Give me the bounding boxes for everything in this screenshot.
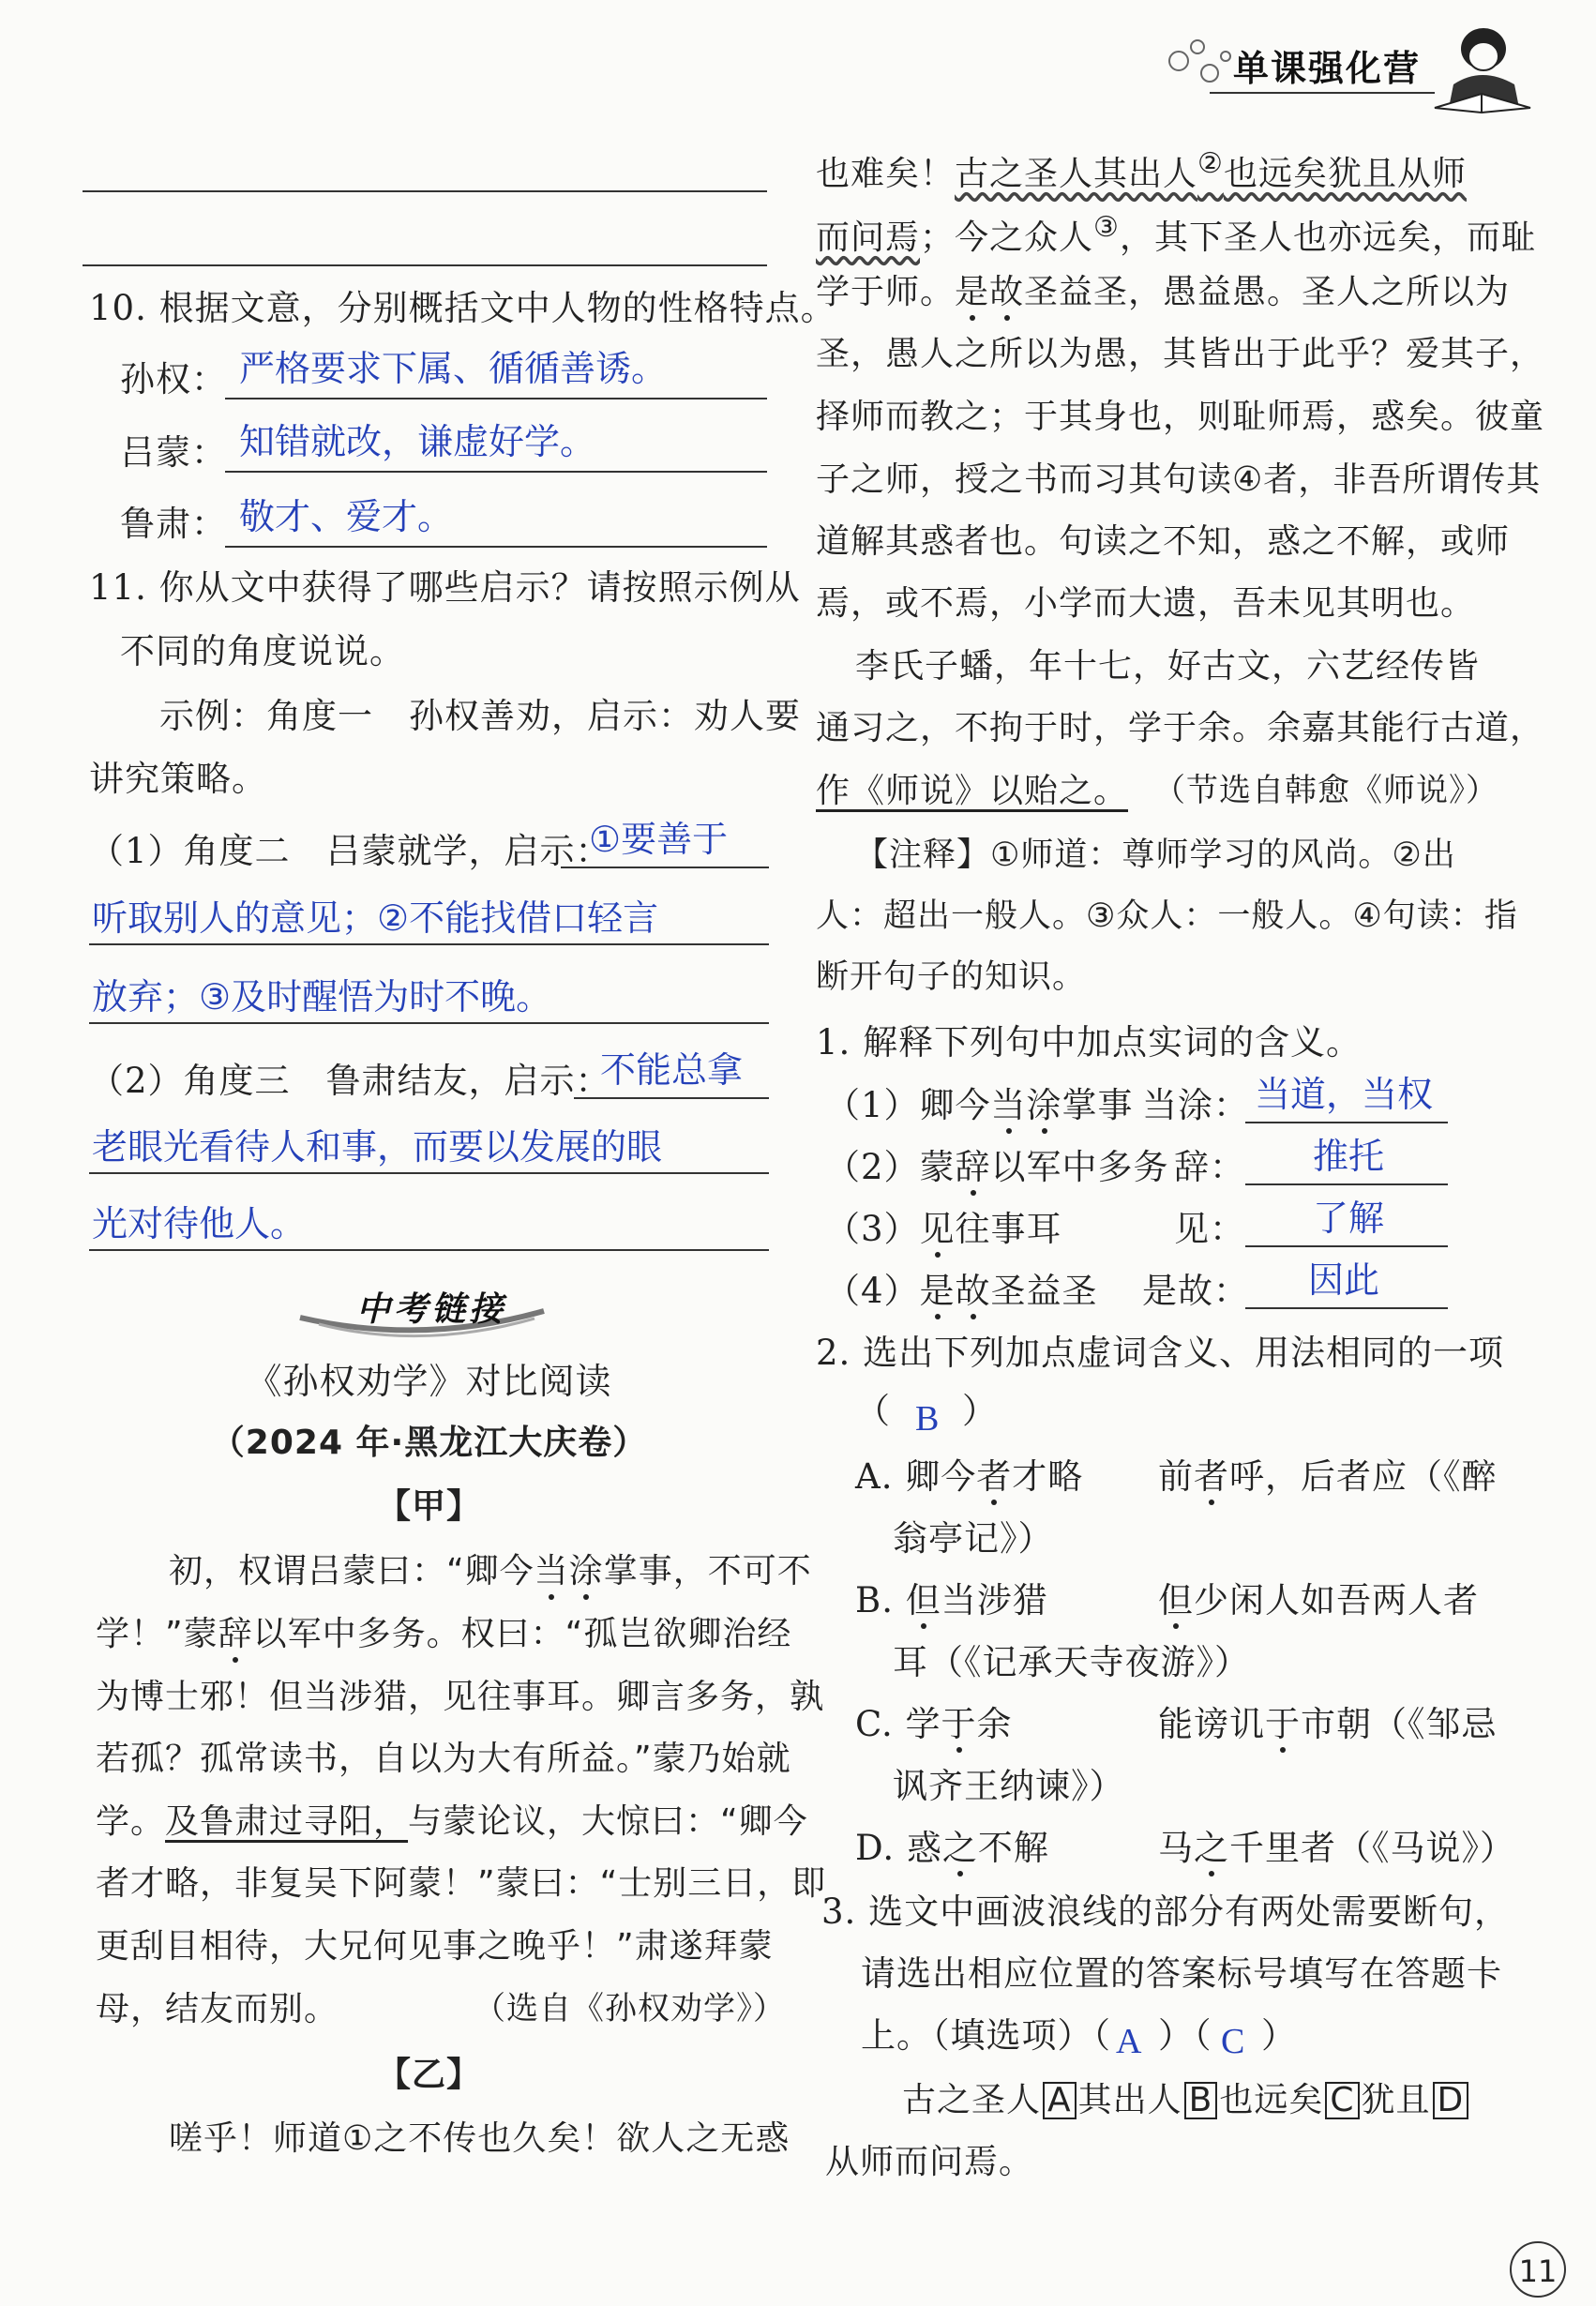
q3-option-box: B: [1184, 2082, 1218, 2119]
answer-line: [1245, 1122, 1448, 1123]
yi-line: 子之师，授之书而习其句读④者，非吾所谓传其: [816, 460, 1542, 499]
q3-paren-end: ）: [1261, 2015, 1297, 2056]
note-line: 断开句子的知识。: [816, 958, 1087, 996]
q3-option-box: A: [1043, 2082, 1077, 2119]
q3-answer-2[interactable]: C: [1221, 2022, 1245, 2061]
yi-line: 而问焉；今之众人③，其下圣人也亦远矣，而耻: [816, 211, 1536, 257]
yi-line: 道解其惑者也。句读之不知，惑之不解，或师: [816, 522, 1511, 561]
q3-seg: 其出人: [1077, 2081, 1182, 2119]
yi-line: 圣，愚人之所以为愚，其皆出于此乎？爱其子，: [816, 335, 1545, 373]
q2-option-A: A. 卿今者才略: [855, 1456, 1084, 1497]
q2-option-B-cont: 耳（《记承天寺夜游》）: [893, 1642, 1250, 1682]
q11-example-line2: 讲究策略。: [89, 759, 267, 799]
q3-answer-1[interactable]: A: [1116, 2022, 1142, 2061]
reading-source: （2024 年·黑龙江大庆卷）: [210, 1424, 648, 1462]
jia-line: 者才略，非复吴下阿蒙！”蒙曰：“士别三日，即: [96, 1864, 827, 1903]
q2-answer[interactable]: B: [915, 1399, 940, 1439]
jia-line: 为博士邪！但当涉猎，见往事耳。卿言多务，孰: [96, 1678, 825, 1716]
answer-line: [89, 1249, 769, 1251]
q11-part2-prefix: （2）角度三 鲁肃结友，启示：: [89, 1061, 611, 1101]
q3-option-box: C: [1325, 2082, 1359, 2119]
q1-item-1: （1）卿今当涂掌事: [825, 1085, 1134, 1125]
answer-line: [1245, 1307, 1448, 1309]
yi-label: 【乙】: [376, 2056, 481, 2094]
q3-sentence-end: 从师而问焉。: [825, 2143, 1034, 2181]
header-rule: [1210, 92, 1435, 94]
q2-option-A-compare: 前者呼，后者应（《醉: [1158, 1456, 1498, 1497]
answer-line: [89, 1172, 769, 1174]
q1-answer-4[interactable]: 因此: [1308, 1259, 1380, 1301]
yi-line: 也难矣！古之圣人其出人②也远矣犹且从师: [816, 147, 1467, 193]
q11-part2-answer-2[interactable]: 老眼光看待人和事，而要以发展的眼: [92, 1126, 663, 1168]
answer-line: [89, 943, 769, 945]
q1-answer-2[interactable]: 推托: [1313, 1136, 1385, 1177]
jia-line: 学。及鲁肃过寻阳，与蒙论议，大惊曰：“卿今: [96, 1802, 808, 1841]
q11-part1-prefix: （1）角度二 吕蒙就学，启示：: [89, 831, 611, 871]
q11-stem-line1: 11. 你从文中获得了哪些启示？请按照示例从: [89, 567, 801, 608]
jia-line: 学！”蒙辞以军中多务。权曰：“孤岂欲卿治经: [96, 1615, 792, 1653]
q3-stem-line2: 请选出相应位置的答案标号填写在答题卡: [861, 1953, 1502, 1994]
yi-line: 焉，或不焉，小学而大遗，吾未见其明也。: [816, 584, 1476, 623]
q2-option-B: B. 但当涉猎: [855, 1580, 1048, 1620]
q10-label-sunquan: 孙权：: [120, 359, 227, 399]
q2-paren-close: ）: [962, 1391, 998, 1431]
q2-option-D: D. 惑之不解: [855, 1828, 1049, 1868]
yi-line: 择师而教之；于其身也，则耻师焉，惑矣。彼童: [816, 398, 1545, 436]
q11-part1-answer-1[interactable]: ①要善于: [589, 819, 729, 860]
page-number-badge: [1510, 2241, 1566, 2298]
q2-option-B-compare: 但少闲人如吾两人者: [1158, 1580, 1479, 1620]
q1-item-3: （3）见往事耳: [825, 1209, 1062, 1249]
q1-item-4: （4）是故圣益圣: [825, 1271, 1098, 1311]
q3-seg: 也远矣: [1219, 2081, 1324, 2119]
jia-source: （选自《孙权劝学》）: [474, 1990, 786, 2027]
q10-answer-sunquan[interactable]: 严格要求下属、循循善诱。: [239, 348, 668, 389]
header-bubbles: [1158, 19, 1242, 103]
q3-seg: 犹且: [1361, 2081, 1431, 2119]
reading-title: 《孙权劝学》对比阅读: [246, 1361, 612, 1402]
answer-line: [1245, 1245, 1448, 1247]
q11-example-line1: 示例：角度一 孙权善劝，启示：劝人要: [159, 696, 801, 736]
answer-line: [225, 546, 767, 548]
q1-answer-3[interactable]: 了解: [1313, 1198, 1385, 1239]
q2-option-C-cont: 讽齐王纳谏》）: [893, 1766, 1125, 1806]
yi-line: 李氏子蟠，年十七，好古文，六艺经传皆: [855, 647, 1481, 686]
q10-answer-lusu[interactable]: 敬才、爱才。: [239, 496, 454, 537]
jia-line: 母，结友而别。: [96, 1990, 339, 2028]
answer-line: [89, 1022, 769, 1024]
bubble-decoration-icon: [1158, 19, 1242, 103]
note-line: 【注释】①师道：尊师学习的风尚。②出: [855, 836, 1456, 874]
q11-part2-answer-1[interactable]: 不能总拿: [600, 1049, 744, 1091]
q10-stem: 10. 根据文意，分别概括文中人物的性格特点。: [89, 288, 836, 328]
jia-line: 若孤？孤常读书，自以为大有所益。”蒙乃始就: [96, 1740, 791, 1778]
yi-line: 通习之，不拘于时，学于余。余嘉其能行古道，: [816, 709, 1545, 747]
section-banner-title: 中考链接: [356, 1290, 507, 1329]
q3-sentence: [902, 2082, 1470, 2119]
answer-line: [225, 398, 767, 399]
q1-item-2: （2）蒙辞以军中多务: [825, 1147, 1169, 1187]
answer-line: [574, 1097, 769, 1099]
jia-label: 【甲】: [376, 1487, 481, 1526]
q11-stem-line2: 不同的角度说说。: [120, 631, 405, 671]
q1-word-2: 辞：: [1174, 1147, 1245, 1187]
yi-line: 学于师。是故圣益圣，愚益愚。圣人之所以为: [816, 273, 1511, 311]
jia-line: 初，权谓吕蒙曰：“卿今当涂掌事，不可不: [169, 1552, 812, 1590]
q10-label-lusu: 鲁肃：: [120, 504, 227, 544]
q2-paren-open: （: [855, 1391, 891, 1431]
q1-answer-1[interactable]: 当道，当权: [1255, 1074, 1434, 1115]
reading-student-illustration: [1425, 19, 1538, 117]
q2-stem: 2. 选出下列加点虚词含义、用法相同的一项: [816, 1333, 1505, 1373]
q10-answer-lvmeng[interactable]: 知错就改，谦虚好学。: [239, 421, 596, 462]
answer-line: [1245, 1183, 1448, 1185]
q2-option-C: C. 学于余: [855, 1704, 1013, 1744]
note-line: 人：超出一般人。③众人：一般人。④句读：指: [816, 897, 1518, 935]
yi-line: 作《师说》以贻之。: [816, 772, 1129, 810]
q11-part2-answer-3[interactable]: 光对待他人。: [92, 1203, 307, 1244]
answer-line: [561, 867, 769, 868]
q1-word-1: 当涂：: [1142, 1085, 1249, 1125]
header-title: 单课强化营: [1233, 48, 1422, 89]
q1-word-4: 是故：: [1142, 1271, 1249, 1311]
q2-option-A-cont: 翁亭记》）: [893, 1518, 1054, 1559]
answer-line: [83, 264, 767, 266]
q1-stem: 1. 解释下列句中加点实词的含义。: [816, 1022, 1363, 1063]
q3-seg: 古之圣人: [902, 2081, 1042, 2119]
answer-line: [83, 190, 767, 192]
page-number: 11: [1518, 2253, 1558, 2289]
jia-line: 更刮目相待，大兄何见事之晚乎！”肃遂拜蒙: [96, 1927, 774, 1966]
q11-part1-answer-2[interactable]: 听取别人的意见；②不能找借口轻言: [92, 897, 659, 939]
q11-part1-answer-3[interactable]: 放弃；③及时醒悟为时不晚。: [92, 976, 552, 1017]
q2-option-C-compare: 能谤讥于市朝（《邹忌: [1158, 1704, 1498, 1744]
q3-option-box: D: [1433, 2082, 1469, 2119]
q1-word-3: 见：: [1174, 1209, 1245, 1249]
q3-stem-line1: 3. 选文中画波浪线的部分有两处需要断句，: [821, 1892, 1511, 1932]
q3-stem-line3: 上。（填选项）（: [861, 2015, 1111, 2056]
yi-source: （节选自韩愈《师说》）: [1153, 772, 1498, 809]
q10-label-lvmeng: 吕蒙：: [120, 432, 227, 473]
q2-option-D-compare: 马之千里者（《马说》）: [1158, 1828, 1515, 1868]
q3-paren-mid: ）（: [1158, 2015, 1212, 2056]
yi-line1: 嗟乎！师道①之不传也久矣！欲人之无惑: [169, 2119, 790, 2158]
student-reading-icon: [1425, 19, 1538, 117]
answer-line: [225, 471, 767, 473]
